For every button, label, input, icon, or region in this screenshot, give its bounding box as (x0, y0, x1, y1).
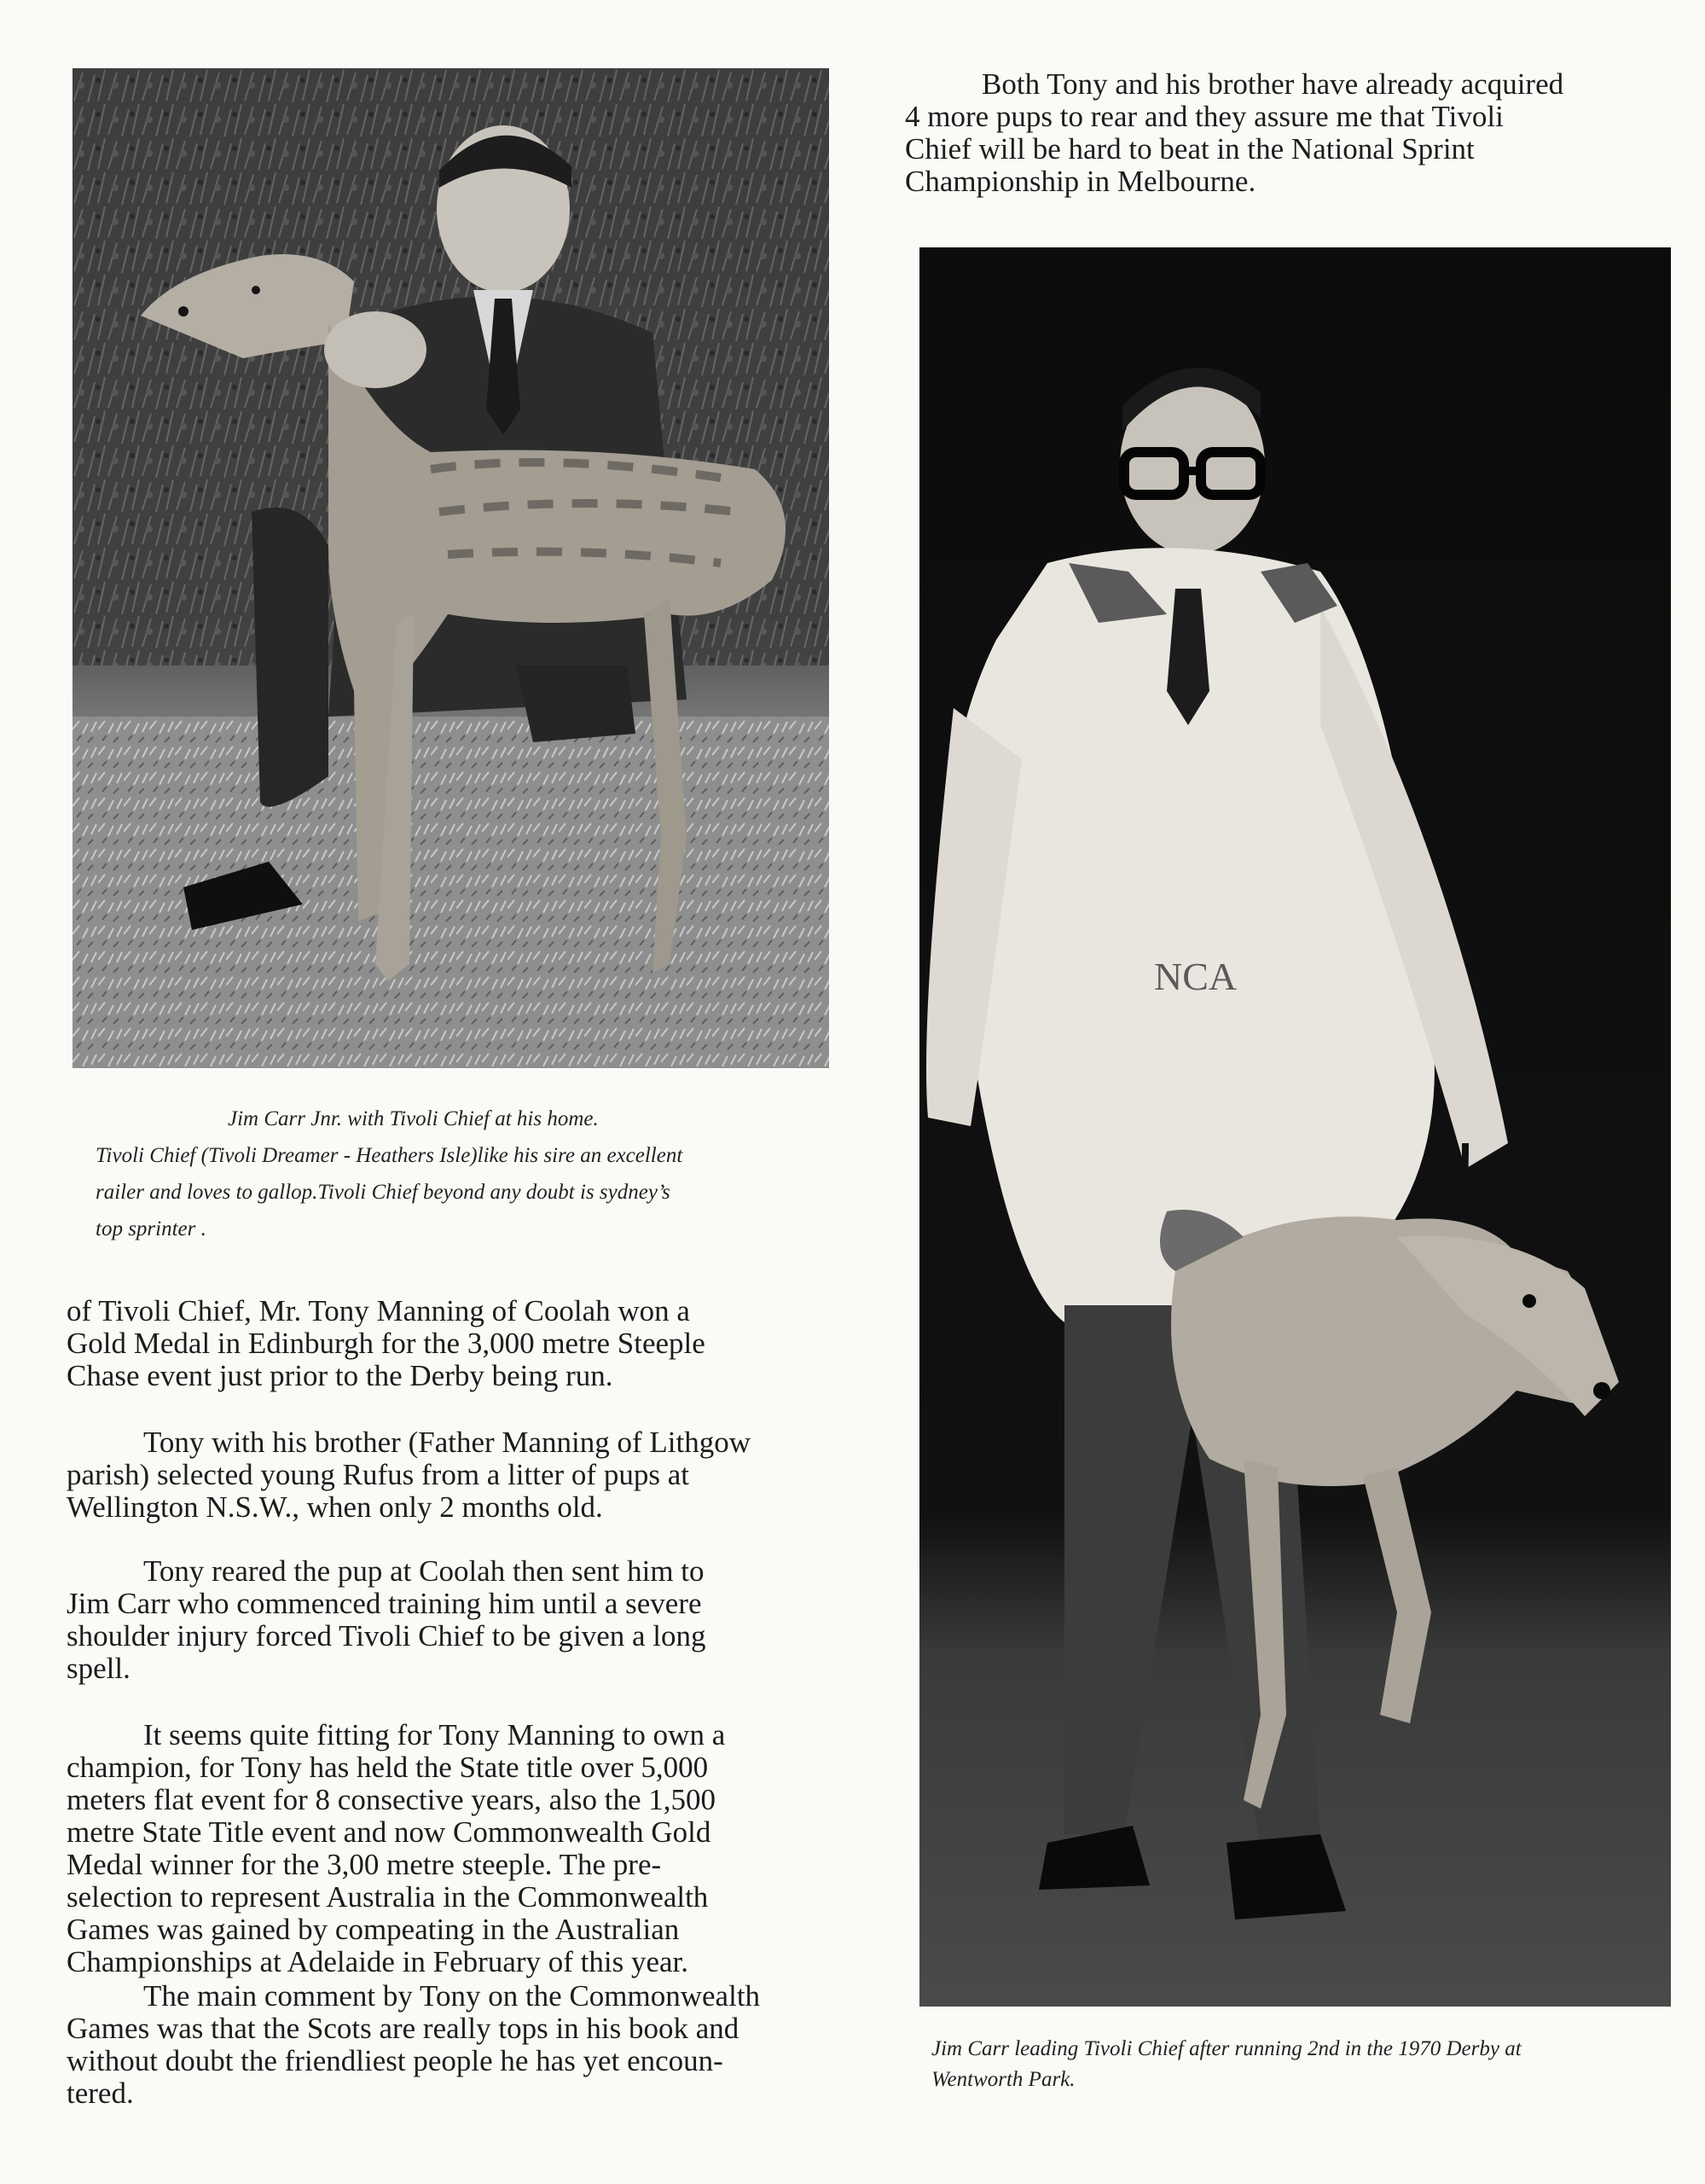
text-line: Championships at Adelaide in February of this year. (67, 1945, 689, 1978)
body-paragraph-3 (67, 1555, 706, 1685)
caption-right-photo (931, 2034, 1665, 2095)
caption-line: Tivoli Chief (Tivoli Dreamer - Heathers Isle)like his sire an excellent (96, 1144, 683, 1167)
body-paragraph-2 (67, 1426, 751, 1524)
coat-lettering: NCA (1154, 955, 1238, 998)
text-line: of Tivoli Chief, Mr. Tony Manning of Coolah won a (67, 1294, 690, 1327)
text-line: shoulder injury forced Tivoli Chief to be given a long (67, 1619, 706, 1653)
body-paragraph-5 (67, 1980, 760, 2110)
text-line: Both Tony and his brother have already acquired (982, 67, 1564, 101)
text-line: Games was that the Scots are really tops in his book and (67, 2012, 739, 2045)
text-line: metre State Title event and now Commonwealth Gold (67, 1815, 711, 1849)
intro-paragraph (905, 68, 1563, 198)
text-line: meters flat event for 8 consective years, also the 1,500 (67, 1783, 716, 1816)
caption-left-photo (96, 1101, 829, 1247)
text-line: Games was gained by compeating in the Australian (67, 1913, 680, 1946)
text-line: spell. (67, 1652, 130, 1685)
text-line: without doubt the friendliest people he has yet encoun- (67, 2044, 723, 2077)
photo-handler-leading-greyhound (919, 247, 1671, 2007)
text-line: 4 more pups to rear and they assure me that Tivoli (905, 100, 1504, 133)
body-paragraph-1 (67, 1295, 705, 1392)
text-line: Chief will be hard to beat in the National Sprint (905, 132, 1475, 166)
caption-line: railer and loves to gallop.Tivoli Chief beyond any doubt is sydney’s (96, 1181, 670, 1204)
photo-right-image (919, 247, 1671, 2007)
text-line: Chase event just prior to the Derby being run. (67, 1359, 613, 1392)
text-line: tered. (67, 2077, 134, 2110)
photo-man-with-greyhound (72, 68, 829, 1068)
text-line: champion, for Tony has held the State title over 5,000 (67, 1751, 709, 1784)
text-line: Medal winner for the 3,00 metre steeple. The pre- (67, 1848, 662, 1881)
caption-line: top sprinter . (96, 1217, 206, 1240)
text-line: Gold Medal in Edinburgh for the 3,000 metre Steeple (67, 1327, 705, 1360)
text-line: Tony reared the pup at Coolah then sent him to (143, 1554, 705, 1588)
text-line: Jim Carr who commenced training him until a severe (67, 1587, 702, 1620)
caption-line: Jim Carr Jnr. with Tivoli Chief at his home. (228, 1107, 599, 1130)
text-line: The main comment by Tony on the Commonwealth (143, 1979, 761, 2013)
text-line: Championship in Melbourne. (905, 165, 1256, 198)
text-line: selection to represent Australia in the Commonwealth (67, 1880, 709, 1914)
text-line: Tony with his brother (Father Manning of Lithgow (143, 1426, 751, 1459)
caption-line: Jim Carr leading Tivoli Chief after running 2nd in the 1970 Derby at (931, 2037, 1522, 2060)
text-line: Wellington N.S.W., when only 2 months old. (67, 1490, 603, 1524)
body-paragraph-4 (67, 1719, 725, 1978)
photo-left-image (72, 68, 829, 1068)
text-line: parish) selected young Rufus from a litter of pups at (67, 1458, 689, 1491)
text-line: It seems quite fitting for Tony Manning to own a (143, 1718, 726, 1751)
caption-line: Wentworth Park. (931, 2068, 1076, 2091)
